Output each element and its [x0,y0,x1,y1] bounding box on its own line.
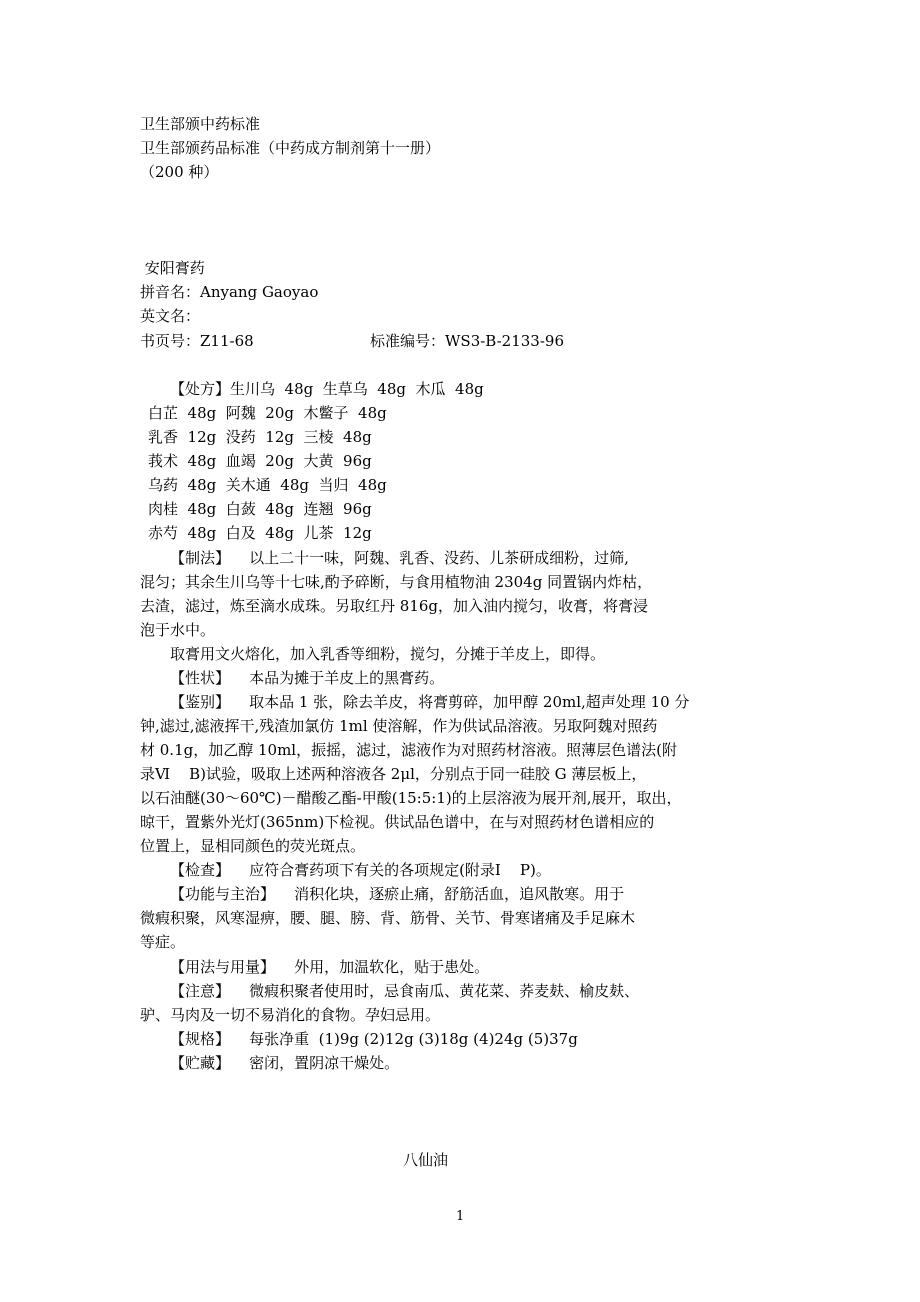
body-line: 位置上，显相同颜色的荧光斑点。 [140,837,366,855]
body-line: 【贮藏】 密闭，置阴凉干燥处。 [170,1054,400,1072]
body-line: 晾干，置紫外光灯(365nm)下检视。供试品色谱中，在与对照药材色谱相应的 [140,813,655,831]
body-line: 【用法与用量】 外用，加温软化，贴于患处。 [170,958,490,976]
body-line: 【鉴别】 取本品 1 张，除去羊皮，将膏剪碎，加甲醇 20ml,超声处理 10 分 [170,693,690,711]
english-name: 英文名： [140,307,201,325]
body-line: 混匀；其余生川乌等十七味,酌予碎断，与食用植物油 2304g 同置锅内炸枯， [140,573,653,591]
monograph-title: 安阳膏药 [140,259,205,277]
standard-number: 标准编号：WS3-B-2133-96 [370,332,565,350]
header-line-3: （200 种） [140,163,219,181]
header-line-2: 卫生部颁药品标准（中药成方制剂第十一册） [140,139,441,157]
body-line: 【处方】生川乌 48g 生草乌 48g 木瓜 48g [170,380,484,398]
body-line: 乌药 48g 关木通 48g 当归 48g [148,476,387,494]
body-line: 肉桂 48g 白蔹 48g 连翘 96g [148,500,372,518]
body-line: 【性状】 本品为摊于羊皮上的黑膏药。 [170,669,445,687]
body-line: 白芷 48g 阿魏 20g 木鳖子 48g [148,404,387,422]
body-line: 【规格】 每张净重 (1)9g (2)12g (3)18g (4)24g (5)37g [170,1030,578,1048]
body-line: 【制法】 以上二十一味，阿魏、乳香、没药、儿茶研成细粉，过筛, [170,549,629,567]
body-line: 泡于水中。 [140,621,216,639]
book-page-number: 书页号：Z11-68 [140,332,254,350]
body-line: 材 0.1g，加乙醇 10ml，振摇，滤过，滤液作为对照药材溶液。照薄层色谱法(附 [140,741,677,759]
header-line-1: 卫生部颁中药标准 [140,115,261,133]
body-line: 驴、马肉及一切不易消化的食物。孕妇忌用。 [140,1006,441,1024]
body-line: 等症。 [140,933,186,951]
body-line: 赤芍 48g 白及 48g 儿茶 12g [148,524,372,542]
body-line: 以石油醚(30～60℃)－醋酸乙酯-甲酸(15:5:1)的上层溶液为展开剂,展开，取出， [140,789,682,807]
body-line: 取膏用文火熔化，加入乳香等细粉，搅匀，分摊于羊皮上，即得。 [170,645,606,663]
next-monograph-title: 八仙油 [403,1151,449,1169]
body-line: 【注意】 微瘕积聚者使用时，忌食南瓜、黄花菜、荞麦麸、榆皮麸、 [170,982,640,1000]
body-line: 【功能与主治】 消积化块，逐瘀止痛，舒筋活血，追风散寒。用于 [170,885,625,903]
body-line: 微瘕积聚，风寒湿痹，腰、腿、膀、背、筋骨、关节、骨寒诸痛及手足麻木 [140,909,636,927]
body-line: 录Ⅵ B)试验，吸取上述两种溶液各 2μl，分别点于同一硅胶 G 薄层板上， [140,765,647,783]
body-line: 乳香 12g 没药 12g 三棱 48g [148,428,372,446]
body-line: 莪术 48g 血竭 20g 大黄 96g [148,452,372,470]
pinyin-name: 拼音名：Anyang Gaoyao [140,283,319,301]
page-number: 1 [456,1209,465,1224]
body-line: 【检查】 应符合膏药项下有关的各项规定(附录Ⅰ P)。 [170,861,551,879]
body-line: 钟,滤过,滤液挥干,残渣加氯仿 1ml 使溶解，作为供试品溶液。另取阿魏对照药 [140,717,658,735]
body-line: 去渣，滤过，炼至滴水成珠。另取红丹 816g，加入油内搅匀，收膏，将膏浸 [140,597,649,615]
